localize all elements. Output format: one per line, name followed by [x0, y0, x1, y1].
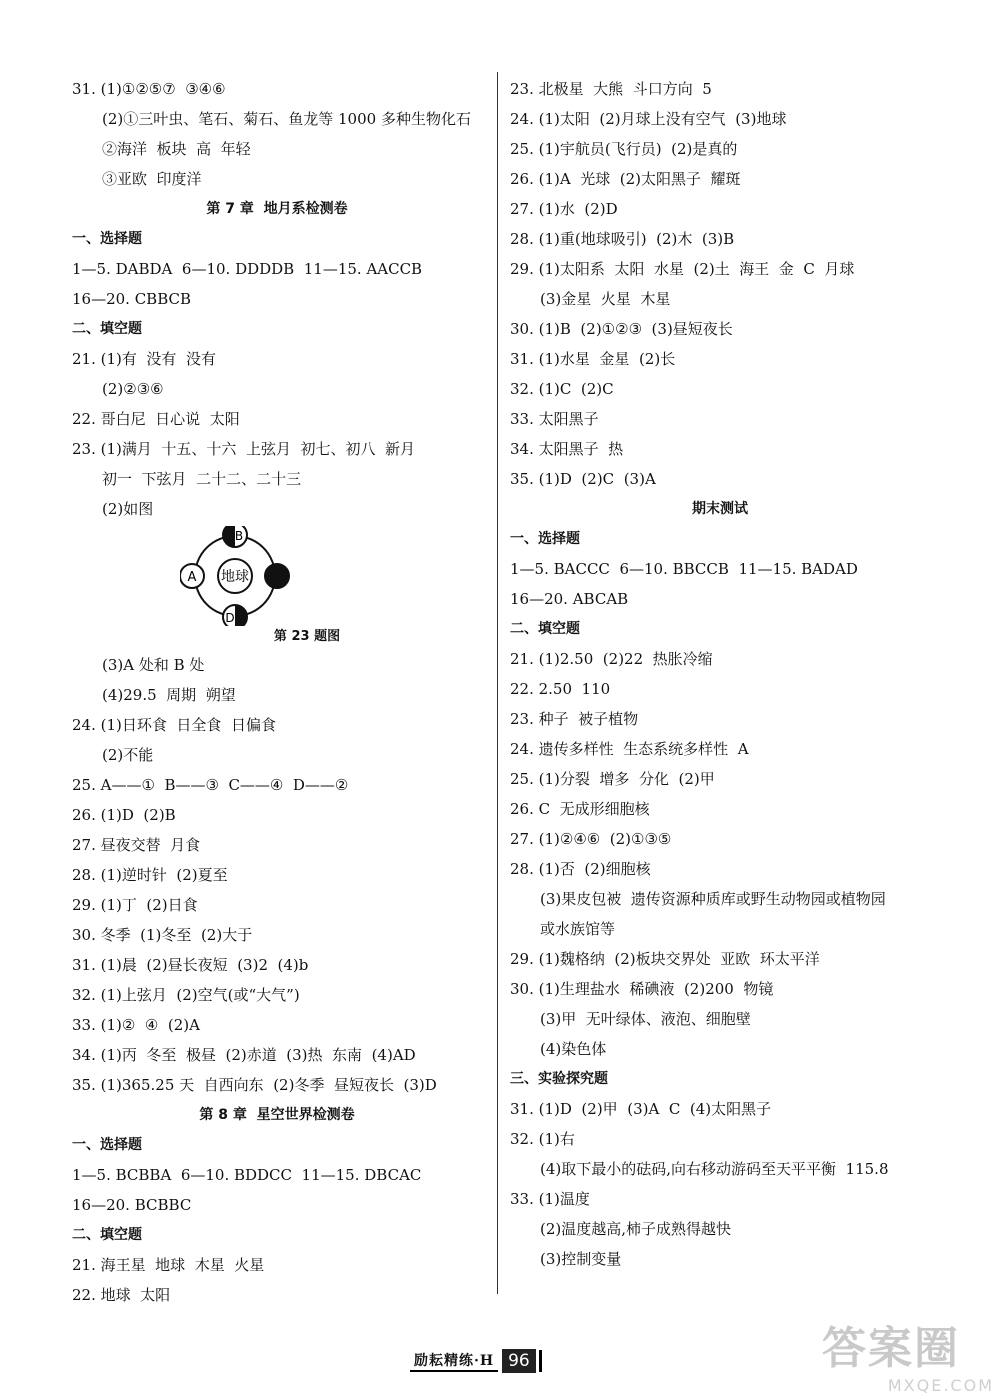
chapter-heading: 第 7 章 地月系检测卷: [206, 201, 348, 217]
chapter-heading: 期末测试: [692, 501, 748, 517]
answer-line: 35. (1)365.25 天 自西向东 (2)冬季 昼短夜长 (3)D: [72, 1076, 437, 1094]
answer-line: 30. (1)B (2)①②③ (3)昼短夜长: [510, 320, 733, 338]
answer-line: 1—5. BCBBA 6—10. BDDCC 11—15. DBCAC: [72, 1166, 422, 1184]
section-heading: 二、填空题: [510, 621, 580, 637]
moon-phase-diagram: [72, 524, 482, 624]
watermark-logo: 答案圈: [822, 1323, 960, 1374]
answer-line: 28. (1)重(地球吸引) (2)木 (3)B: [510, 230, 735, 248]
right-column: [510, 74, 930, 1274]
answer-line: 29. (1)太阳系 太阳 水星 (2)土 海王 金 C 月球: [510, 260, 855, 278]
answer-line: (3)甲 无叶绿体、液泡、细胞壁: [540, 1010, 751, 1028]
answer-line: 30. (1)生理盐水 稀碘液 (2)200 物镜: [510, 980, 774, 998]
page-footer: [410, 1344, 542, 1378]
answer-line: (2)温度越高,柿子成熟得越快: [540, 1220, 732, 1238]
answer-line: 32. (1)上弦月 (2)空气(或“大气”): [72, 986, 300, 1004]
answer-line: (4)染色体: [540, 1040, 607, 1058]
section-heading: 三、实验探究题: [510, 1071, 608, 1087]
moon-position-new: [265, 564, 289, 588]
moon-label-a: A: [187, 570, 197, 585]
section-heading: 二、填空题: [72, 1227, 142, 1243]
answer-line: 33. 太阳黑子: [510, 410, 599, 428]
answer-line: 21. 海王星 地球 木星 火星: [72, 1256, 265, 1274]
moon-orbit-svg: [180, 526, 300, 626]
figure-caption: 第 23 题图: [273, 629, 341, 644]
answer-line: 27. 昼夜交替 月食: [72, 836, 201, 854]
answer-line: 1—5. BACCC 6—10. BBCCB 11—15. BADAD: [510, 560, 858, 578]
answer-line: 24. (1)太阳 (2)月球上没有空气 (3)地球: [510, 110, 787, 128]
answer-line: 16—20. BCBBC: [72, 1196, 192, 1214]
moon-label-d: D: [225, 611, 235, 625]
answer-line: 26. (1)D (2)B: [72, 806, 176, 824]
watermark-url: MXQE.COM: [887, 1376, 994, 1395]
answer-line: 25. (1)宇航员(飞行员) (2)是真的: [510, 140, 738, 158]
answer-line: 31. (1)水星 金星 (2)长: [510, 350, 676, 368]
answer-line: 25. A——① B——③ C——④ D——②: [72, 776, 349, 794]
answer-line: 27. (1)②④⑥ (2)①③⑤: [510, 830, 672, 848]
answer-line: (3)控制变量: [540, 1250, 622, 1268]
answer-line: 24. 遗传多样性 生态系统多样性 A: [510, 740, 749, 758]
answer-line: 初一 下弦月 二十二、二十三: [102, 470, 302, 488]
answer-line: 24. (1)日环食 日全食 日偏食: [72, 716, 276, 734]
answer-line: 31. (1)①②⑤⑦ ③④⑥: [72, 80, 226, 98]
answer-line: 23. 北极星 大熊 斗口方向 5: [510, 80, 712, 98]
section-heading: 一、选择题: [72, 231, 142, 247]
section-heading: 一、选择题: [510, 531, 580, 547]
answer-line: 30. 冬季 (1)冬至 (2)大于: [72, 926, 253, 944]
answer-line: 28. (1)否 (2)细胞核: [510, 860, 651, 878]
answer-line: 25. (1)分裂 增多 分化 (2)甲: [510, 770, 715, 788]
answer-line: 16—20. CBBCB: [72, 290, 192, 308]
answer-line: (2)②③⑥: [102, 380, 164, 398]
answer-line: 26. (1)A 光球 (2)太阳黑子 耀斑: [510, 170, 741, 188]
answer-line: 21. (1)有 没有 没有: [72, 350, 216, 368]
answer-line: (4)取下最小的砝码,向右移动游码至天平平衡 115.8: [540, 1160, 889, 1178]
answer-line: 33. (1)温度: [510, 1190, 590, 1208]
answer-line: (4)29.5 周期 朔望: [102, 686, 236, 704]
answer-line: (2)不能: [102, 746, 154, 764]
answer-line: 32. (1)C (2)C: [510, 380, 614, 398]
moon-b-shadow: [223, 526, 235, 547]
earth-label: 地球: [221, 569, 249, 585]
answer-line: (3)果皮包被 遗传资源种质库或野生动物园或植物园: [540, 890, 886, 908]
answer-line: 22. 2.50 110: [510, 680, 611, 698]
section-heading: 二、填空题: [72, 321, 142, 337]
left-column: [72, 74, 482, 1310]
brand-name: 励耘精练·H: [410, 1350, 498, 1372]
answer-line: 或水族馆等: [540, 920, 616, 938]
answer-line: 16—20. ABCAB: [510, 590, 629, 608]
answer-line: ②海洋 板块 高 年轻: [102, 140, 251, 158]
answer-line: 29. (1)丁 (2)日食: [72, 896, 198, 914]
answer-line: (3)金星 火星 木星: [540, 290, 671, 308]
answer-line: 28. (1)逆时针 (2)夏至: [72, 866, 228, 884]
page-number: 96: [502, 1349, 536, 1373]
answer-line: 32. (1)右: [510, 1130, 575, 1148]
column-divider: [497, 72, 498, 1294]
answer-line: 34. (1)丙 冬至 极昼 (2)赤道 (3)热 东南 (4)AD: [72, 1046, 416, 1064]
answer-line: ③亚欧 印度洋: [102, 170, 202, 188]
answer-line: 35. (1)D (2)C (3)A: [510, 470, 656, 488]
moon-d-shadow: [235, 605, 247, 626]
answer-line: 29. (1)魏格纳 (2)板块交界处 亚欧 环太平洋: [510, 950, 820, 968]
chapter-heading: 第 8 章 星空世界检测卷: [199, 1107, 355, 1123]
answer-line: 26. C 无成形细胞核: [510, 800, 650, 818]
answer-line: 23. 种子 被子植物: [510, 710, 639, 728]
answer-line: 27. (1)水 (2)D: [510, 200, 618, 218]
answer-line: 22. 地球 太阳: [72, 1286, 171, 1304]
answer-line: 31. (1)晨 (2)昼长夜短 (3)2 (4)b: [72, 956, 309, 974]
answer-line: 23. (1)满月 十五、十六 上弦月 初七、初八 新月: [72, 440, 416, 458]
moon-label-b: B: [234, 529, 244, 543]
answer-line: 33. (1)② ④ (2)A: [72, 1016, 200, 1034]
answer-line: 21. (1)2.50 (2)22 热胀冷缩: [510, 650, 713, 668]
answer-line: (2)如图: [102, 500, 154, 518]
watermark: [822, 1312, 994, 1395]
footer-bar: [539, 1350, 542, 1372]
answer-line: 22. 哥白尼 日心说 太阳: [72, 410, 240, 428]
section-heading: 一、选择题: [72, 1137, 142, 1153]
answer-line: (2)①三叶虫、笔石、菊石、鱼龙等 1000 多种生物化石: [102, 110, 471, 128]
answer-line: 31. (1)D (2)甲 (3)A C (4)太阳黑子: [510, 1100, 772, 1118]
answer-line: 1—5. DABDA 6—10. DDDDB 11—15. AACCB: [72, 260, 423, 278]
answer-line: (3)A 处和 B 处: [102, 656, 205, 674]
answer-line: 34. 太阳黑子 热: [510, 440, 624, 458]
